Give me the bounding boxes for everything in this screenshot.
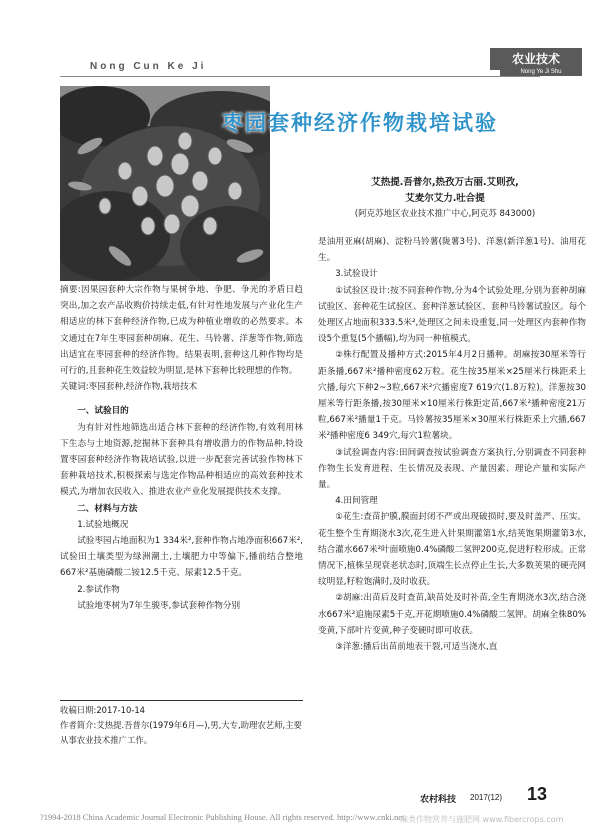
header-rule: [60, 76, 540, 77]
section-3-item-3: ③试验调查内容:田间调查按试验调查方案执行,分别调查不同套种作物生长发育进程、生长情况及表现、产量因素、理论产量和实际产量。: [318, 447, 586, 491]
affiliation: (阿克苏地区农业技术推广中心,阿克苏 843000): [354, 209, 536, 219]
authors-line-1: 艾热提.吾普尔,热孜万古丽.艾则孜,: [371, 177, 519, 188]
section-tab-sublabel: Nong Ye Ji Shu: [500, 68, 582, 76]
section-4-item-1: ①花生:查苗护膜,膜面封闭不严或出现破损时,要及时盖严、压实。花生整个生育期浇水3次,花生进入针果期灌第1水,结荚饱果期灌第3水,结合灌水667米²叶面喷施0.4%磷酸二氢钾200克,促进籽粒形成。正常情况下,植株呈现衰老状态时,顶端生长点停止生长,大多数荚果的硬壳网纹明显,籽粒饱满时,及时收获。: [318, 512, 586, 588]
section-1-heading: 一、试验目的: [77, 406, 129, 417]
section-1-text: 为有针对性地筛选出适合林下套种的经济作物,有效利用林下生态与土地资源,挖掘林下套种具有增收潜力的作物品种,特设置枣园套种经济作物栽培试验,以进一步配套完善试验作物林下套种栽培技术,积极探索与选定作物品种相适应的高效套种技术模式,为增加农民收入、推进农业产业化发展提供技术支撑。: [60, 422, 303, 498]
watermark-text: 麻类作物营养与施肥网 www.fibercrops.com: [400, 815, 564, 824]
received-date: 收稿日期:2017-10-14: [60, 705, 145, 715]
running-header-pinyin: Nong Cun Ke Ji: [90, 61, 207, 72]
article-title: 枣园套种经济作物栽培试验: [222, 111, 498, 135]
section-4-item-2: ②胡麻:出苗后及时查苗,缺苗处及时补苗,全生育期浇水3次,结合浇水667米²追施尿素5千克,开花期喷施0.4%磷酸二氢钾。胡麻全株80%变黄,下部叶片变黄,种子变硬时即可收获。: [318, 593, 586, 636]
section-3-item-1: ①试验区设计:按不同套种作物,分为4个试验处理,分别为套种胡麻试验区、套种花生试验区、套种洋葱试验区、套种马铃薯试验区。每个处理区占地面积333.5米²,处理区之间未设重复,同一处理区内套种作物设5个重复(5个播幅),均为同一种植模式。: [318, 285, 586, 345]
section-3-heading: 3.试验设计: [335, 269, 378, 280]
abstract: 摘要:因果园套种大宗作物与果树争地、争肥、争光的矛盾日趋突出,加之农产品收购价持续走低,有针对性地发展与产业化生产相适应的林下套种经济作物,已成为种植业增收的必然要求。本文通过在7年生枣园套种胡麻、花生、马铃薯、洋葱等作物,筛选出适宜在枣园套种的经济作物。结果表明,套种这几种作物均是可行的,且套种花生效益较为明显,是林下套种比较理想的作物。: [60, 285, 303, 377]
footer-issue: 2017(12): [470, 793, 503, 802]
section-4-item-3: ③洋葱:播后出苗前地表干裂,可适当浇水,直: [335, 642, 498, 653]
section-2-1-text: 试验枣园占地面积为1 334米²,套种作物占地净面积667米²,试验田土壤类型为绿洲潮土,土壤肥力中等偏下,播前结合整地667米²基施磷酸二铵12.5千克、尿素12.5千克。: [60, 536, 303, 579]
footnote: [60, 703, 303, 748]
left-column: [60, 282, 303, 614]
footnote-rule: [60, 700, 303, 701]
section-2-1-heading: 1.试验地概况: [77, 519, 129, 530]
section-3-item-2: ②株行配置及播种方式:2015年4月2日播种。胡麻按30厘米等行距条播,667米²播种密度62万粒。花生按35厘米×25厘米行株距釆上穴播,每穴下种2~3粒,667米²穴播密度7 619穴(1.8万粒)。洋葱按30厘米等行距条播,按30厘米×10厘米行株距定苗,667米²播种密度21万粒,667米²播量1千克。马铃薯按35厘米×30厘米行株距釆上穴播,667米²播种密度6 349穴,每穴1粒薯块。: [318, 350, 586, 442]
crops-continuation: 是油用亚麻(胡麻)、淀粉马铃薯(陇薯3号)、洋葱(新洋葱1号)、油用花生。: [318, 237, 586, 264]
section-2-heading: 二、材料与方法: [77, 503, 138, 514]
copyright-line: ?1994-2018 China Academic Journal Electronic Publishing House. All rights reserved. http://www.cnki.net: [40, 812, 405, 822]
keywords: 关键词:枣园套种,经济作物,栽培技术: [60, 382, 198, 393]
section-4-heading: 4.田间管理: [335, 496, 378, 507]
section-2-2-text: 试验地枣树为7年生骏枣,参试套种作物分别: [77, 600, 241, 611]
section-2-2-heading: 2.参试作物: [77, 584, 120, 595]
right-column: [318, 234, 586, 655]
authors: [300, 175, 590, 207]
authors-line-2: 艾麦尔艾力.吐合提: [405, 193, 485, 204]
author-bio: 作者简介:艾热提.吾普尔(1979年6月—),男,大专,助理农艺师,主要从事农业技术推广工作。: [60, 720, 302, 745]
page-number: 13: [527, 784, 548, 804]
section-tab-label: 农业技术: [511, 52, 560, 66]
footer-journal: 农村科技: [420, 795, 457, 805]
